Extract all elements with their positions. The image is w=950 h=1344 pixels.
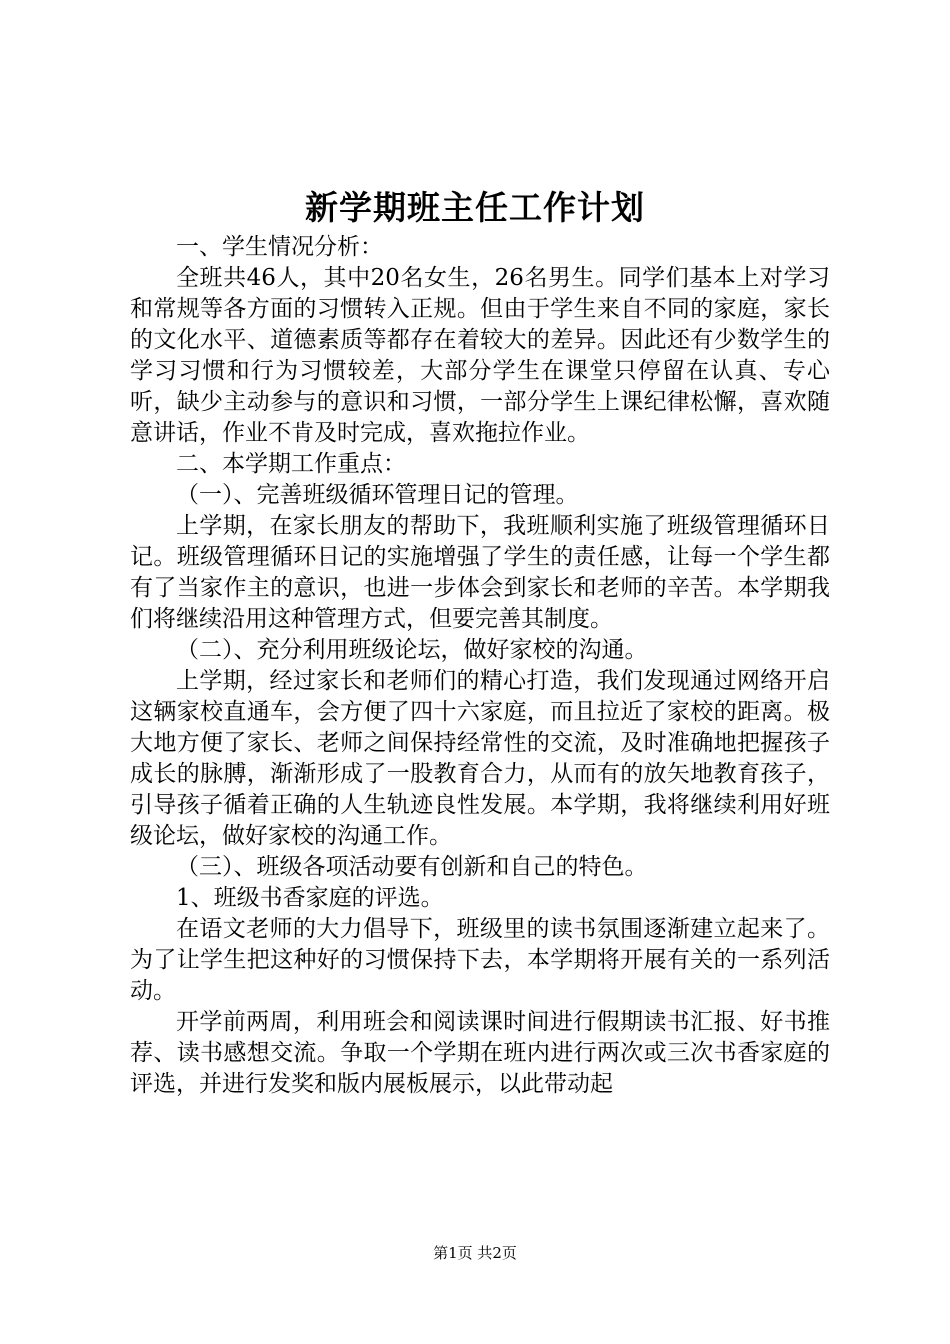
paragraph-forum: 上学期，经过家长和老师们的精心打造，我们发现通过网络开启这辆家校直通车，会方便了四十六家庭，而且拉近了家校的距离。极大地方便了家长、老师之间保持经常性的交流，及时准确地把握孩子成长的脉膊，渐渐形成了一股教育合力，从而有的放矢地教育孩子，引导孩子循着正确的人生轨迹良性发展。本学期，我将继续利用好班级论坛，做好家校的沟通工作。 [130, 668, 830, 849]
paragraph-reading-2: 开学前两周，利用班会和阅读课时间进行假期读书汇报、好书推荐、读书感想交流。争取一个学期在班内进行两次或三次书香家庭的评选，并进行发奖和版内展板展示，以此带动起 [130, 1009, 830, 1097]
page-footer: 第1页 共2页 [433, 1244, 517, 1262]
paragraph-student-analysis: 全班共46人，其中20名女生，26名男生。同学们基本上对学习和常规等各方面的习惯转入正规。但由于学生来自不同的家庭，家长的文化水平、道德素质等都存在着较大的差异。因此还有少数学生的学习习惯和行为习惯较差，大部分学生在课堂只停留在认真、专心听，缺少主动参与的意识和习惯，一部分学生上课纪律松懈，喜欢随意讲话，作业不肯及时完成，喜欢拖拉作业。 [130, 265, 830, 446]
subheading-3: （三）、班级各项活动要有创新和自己的特色。 [176, 854, 648, 880]
paragraph-diary: 上学期，在家长朋友的帮助下，我班顺利实施了班级管理循环日记。班级管理循环日记的实施增强了学生的责任感，让每一个学生都有了当家作主的意识，也进一步体会到家长和老师的辛苦。本学期我们将继续沿用这种管理方式，但要完善其制度。 [130, 513, 830, 632]
section-heading-work-focus: 二、本学期工作重点： [176, 451, 406, 477]
subheading-2: （二）、充分利用班级论坛，做好家校的沟通。 [176, 637, 648, 663]
document-body [130, 232, 830, 1100]
item-1-heading: 1、班级书香家庭的评选。 [176, 885, 444, 911]
document-title: 新学期班主任工作计划 [305, 188, 645, 227]
section-heading-student-analysis: 一、学生情况分析： [176, 234, 383, 260]
paragraph-reading-1: 在语文老师的大力倡导下，班级里的读书氛围逐渐建立起来了。为了让学生把这种好的习惯保持下去，本学期将开展有关的一系列活动。 [130, 916, 830, 1004]
subheading-1: （一）、完善班级循环管理日记的管理。 [176, 482, 579, 508]
